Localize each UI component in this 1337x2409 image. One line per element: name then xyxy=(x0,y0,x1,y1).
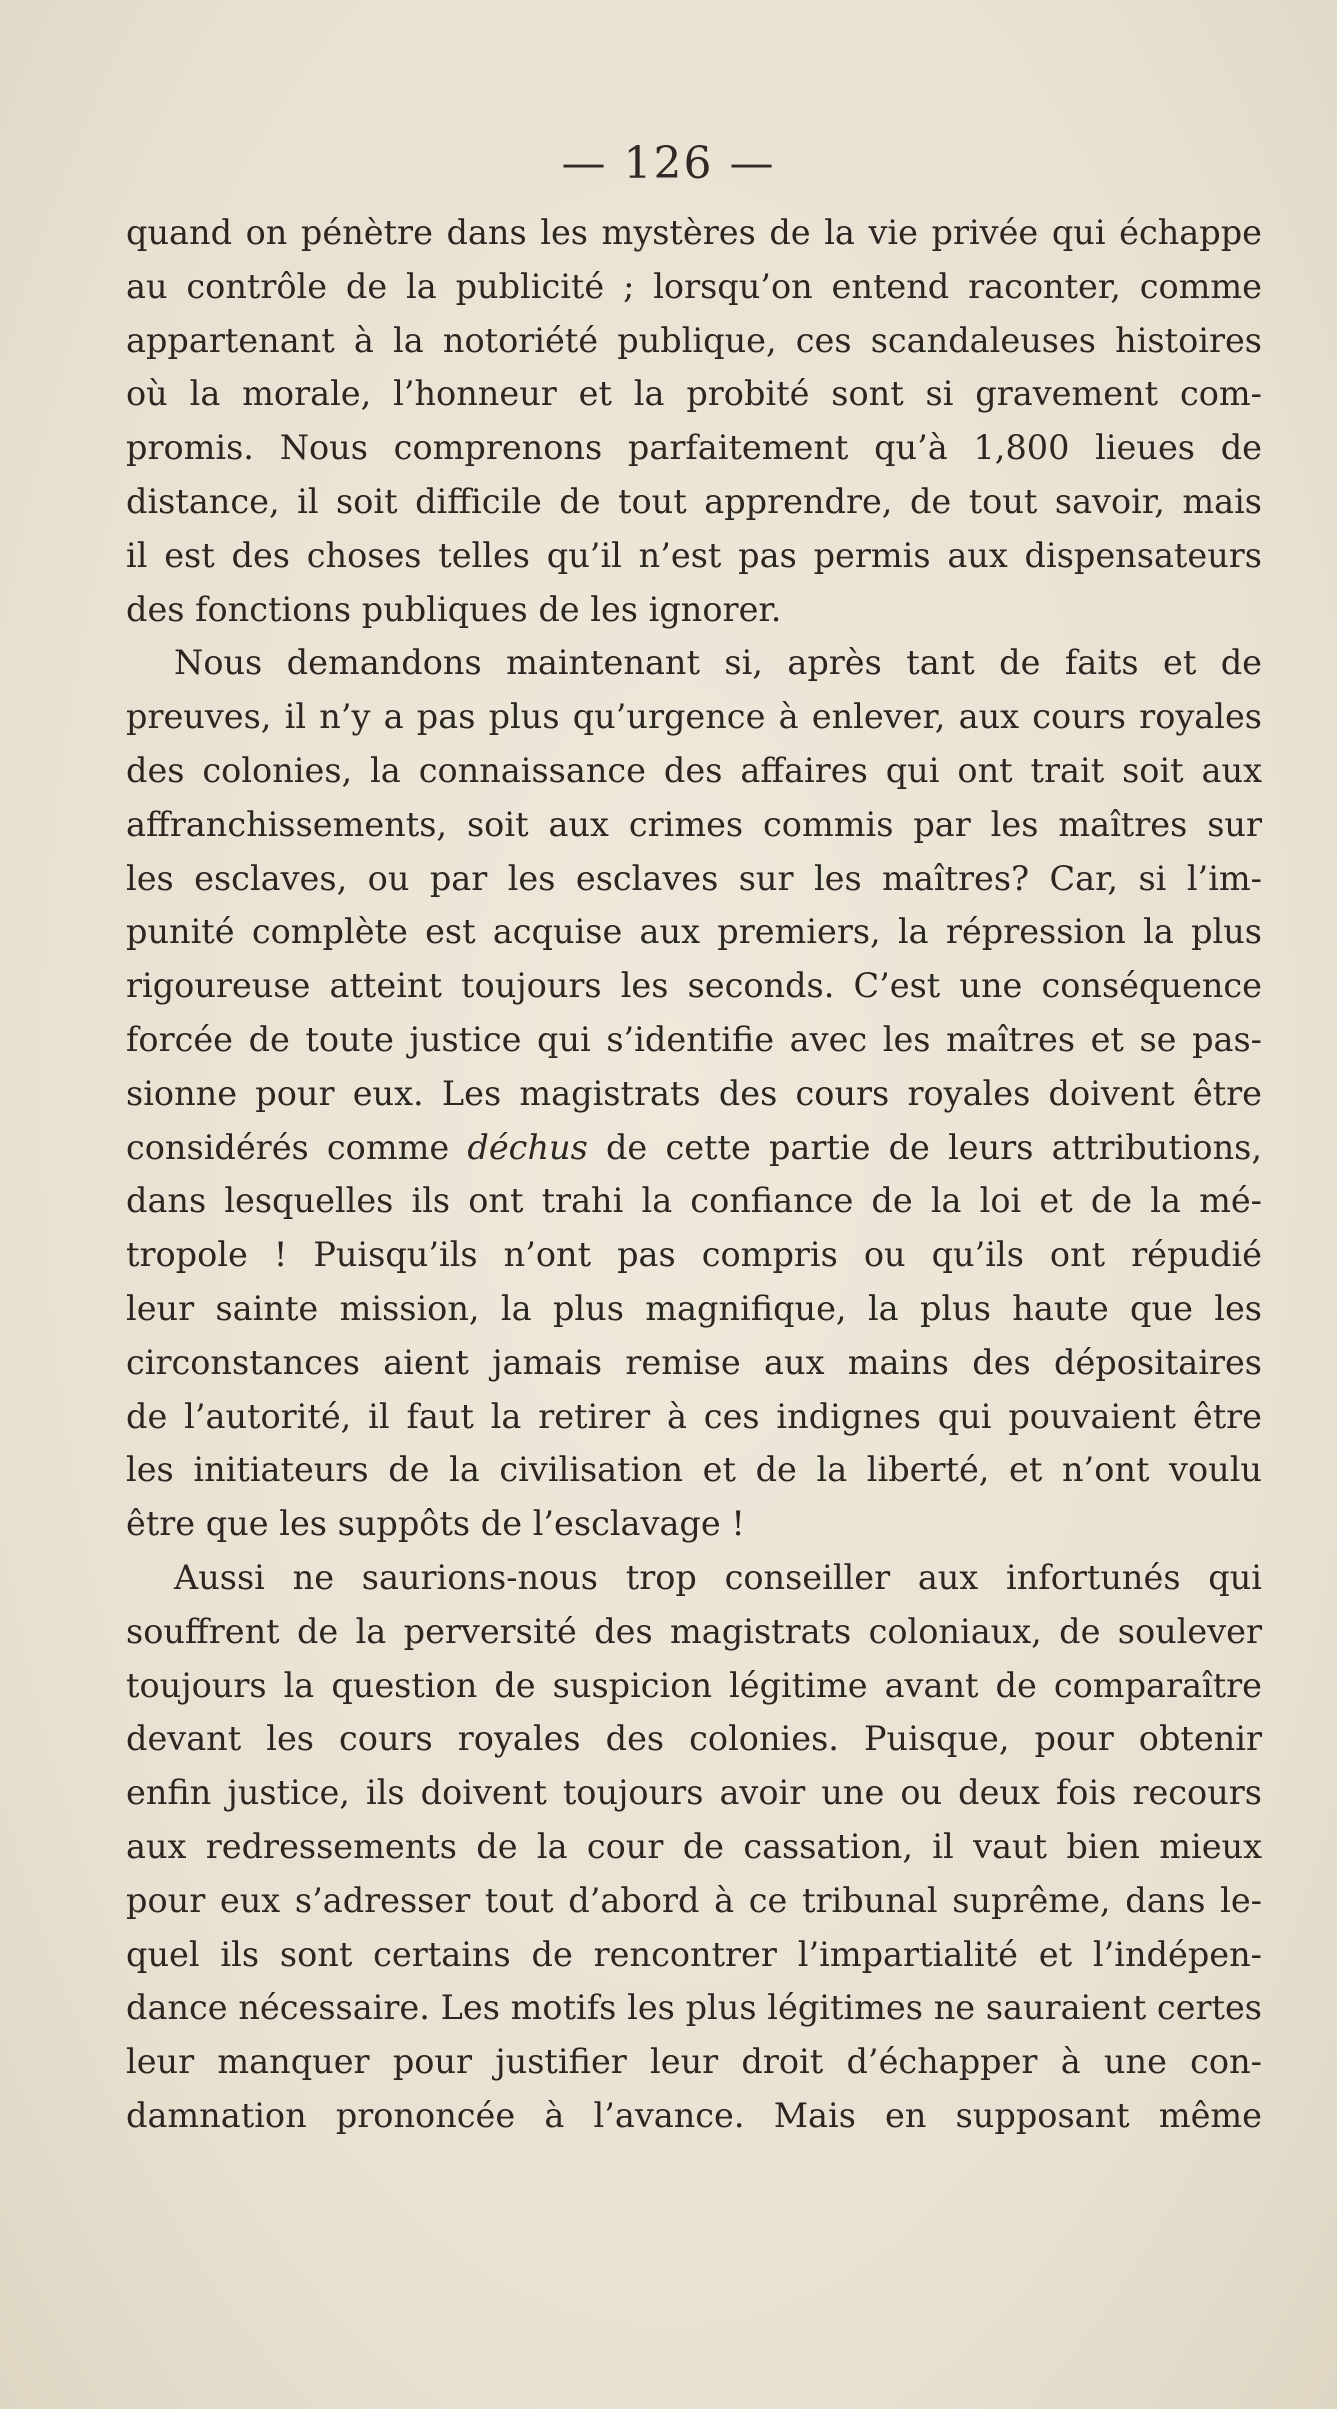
text-line: leur manquer pour justifier leur droit d’échapper à une con- xyxy=(126,2042,1262,2082)
text-line: forcée de toute justice qui s’identifie avec les maîtres et se pas- xyxy=(126,1019,1262,1059)
text-line: rigoureuse atteint toujours les seconds. C’est une conséquence xyxy=(126,966,1262,1006)
text-line: appartenant à la notoriété publique, ces scandaleuses histoires xyxy=(126,320,1262,360)
italic-word: déchus xyxy=(467,1127,588,1167)
text-line: preuves, il n’y a pas plus qu’urgence à enlever, aux cours royales xyxy=(126,697,1262,737)
text-line: quand on pénètre dans les mystères de la vie privée qui échappe xyxy=(126,213,1262,252)
text-segment: considérés comme xyxy=(126,1127,468,1167)
text-line: souffrent de la perversité des magistrats coloniaux, de soulever xyxy=(126,1611,1262,1651)
text-line: tropole ! Puisqu’ils n’ont pas compris ou qu’ils ont répudié xyxy=(126,1235,1262,1275)
text-line: être que les suppôts de l’esclavage ! xyxy=(126,1504,745,1544)
text-line: Nous demandons maintenant si, après tant de faits et de xyxy=(174,643,1262,683)
text-line: leur sainte mission, la plus magnifique, la plus haute que les xyxy=(126,1288,1262,1328)
text-line: punité complète est acquise aux premiers, la répression la plus xyxy=(126,912,1262,952)
text-line: pour eux s’adresser tout d’abord à ce tribunal suprême, dans le- xyxy=(126,1880,1262,1920)
body-text xyxy=(126,206,1262,2143)
text-line: les esclaves, ou par les esclaves sur les maîtres? Car, si l’im- xyxy=(126,858,1262,898)
text-line: les initiateurs de la civilisation et de la liberté, et n’ont voulu xyxy=(126,1450,1262,1490)
text-line: où la morale, l’honneur et la probité sont si gravement com- xyxy=(126,374,1262,414)
text-line: enfin justice, ils doivent toujours avoir une ou deux fois recours xyxy=(126,1773,1262,1813)
text-line: des colonies, la connaissance des affaires qui ont trait soit aux xyxy=(126,750,1262,790)
text-line: quel ils sont certains de rencontrer l’impartialité et l’indépen- xyxy=(126,1934,1262,1974)
text-line: dance nécessaire. Les motifs les plus légitimes ne sauraient certes xyxy=(126,1988,1262,2028)
text-line: de l’autorité, il faut la retirer à ces indignes qui pouvaient être xyxy=(126,1396,1262,1436)
text-line: damnation prononcée à l’avance. Mais en supposant même xyxy=(126,2095,1262,2135)
text-segment: de cette partie de leurs attributions, xyxy=(587,1127,1262,1167)
text-line xyxy=(126,1121,1262,1175)
text-line: aux redressements de la cour de cassation, il vaut bien mieux xyxy=(126,1826,1262,1866)
text-line: toujours la question de suspicion légitime avant de comparaître xyxy=(126,1665,1262,1705)
text-line: Aussi ne saurions-nous trop conseiller aux infortunés qui xyxy=(174,1557,1262,1597)
text-line: promis. Nous comprenons parfaitement qu’à 1,800 lieues de xyxy=(126,428,1262,468)
page-number: — 126 — xyxy=(561,138,776,189)
text-line: des fonctions publiques de les ignorer. xyxy=(126,589,782,629)
text-line: affranchissements, soit aux crimes commis par les maîtres sur xyxy=(126,804,1262,844)
text-line: il est des choses telles qu’il n’est pas permis aux dispensateurs xyxy=(126,535,1262,575)
text-line: dans lesquelles ils ont trahi la confiance de la loi et de la mé- xyxy=(126,1181,1262,1221)
text-line: devant les cours royales des colonies. Puisque, pour obtenir xyxy=(126,1719,1262,1759)
text-line: distance, il soit difficile de tout apprendre, de tout savoir, mais xyxy=(126,481,1262,521)
text-line: au contrôle de la publicité ; lorsqu’on entend raconter, comme xyxy=(126,266,1262,306)
text-line: sionne pour eux. Les magistrats des cours royales doivent être xyxy=(126,1073,1262,1113)
text-line: circonstances aient jamais remise aux mains des dépositaires xyxy=(126,1342,1262,1382)
